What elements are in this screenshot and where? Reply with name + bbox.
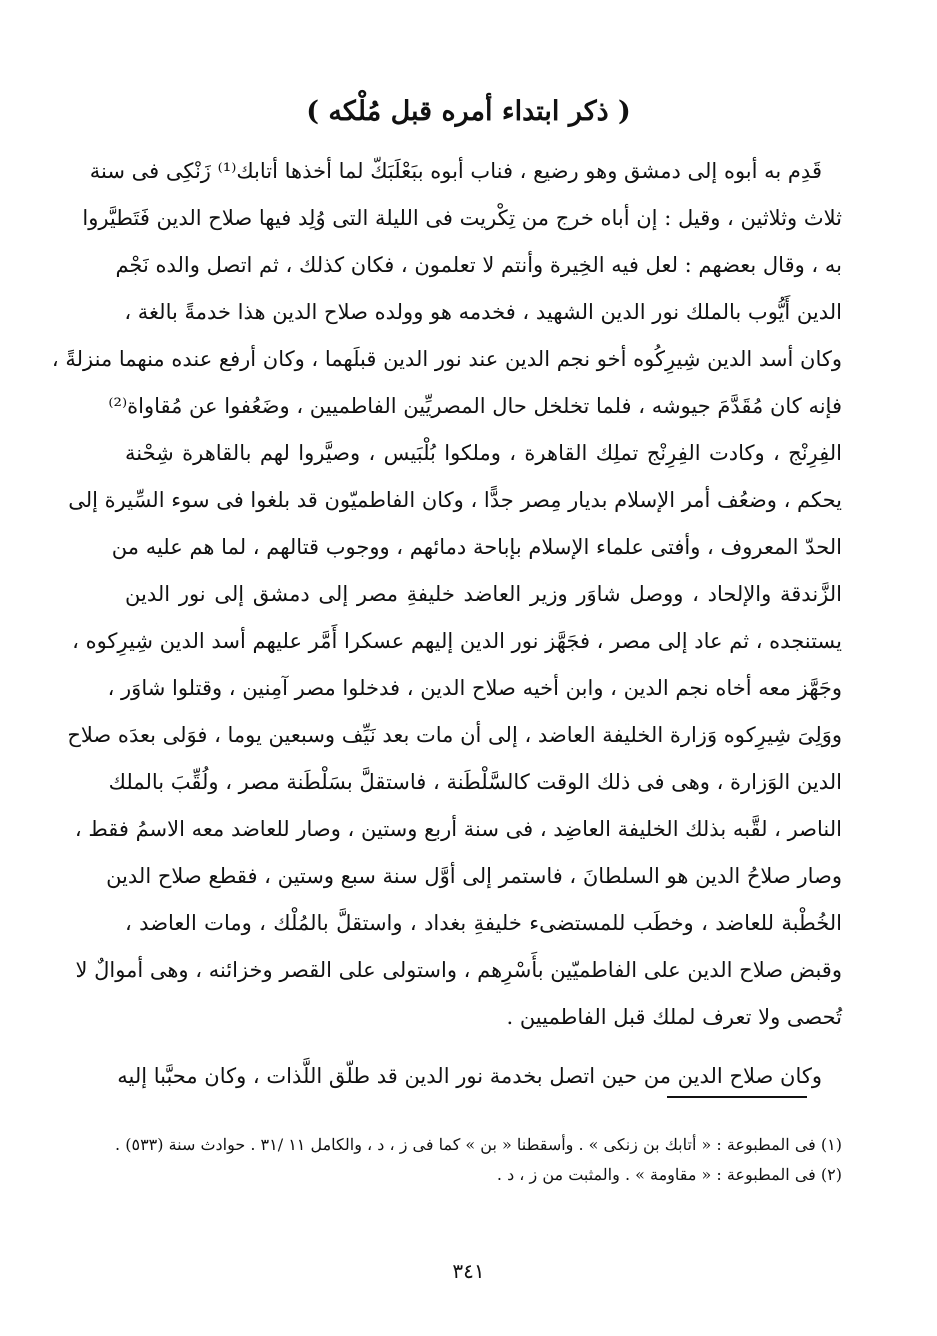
text-line: وكان أسد الدين شِيرِكُوه أخو نجم الدين عند نور الدين قبلَهما ، وكان أرفع عنده منهما منزلةً ، (51, 347, 842, 371)
paragraph-gap (125, 1041, 842, 1053)
paragraph (51, 148, 842, 1041)
text-line: يحكم ، وضعُف أمر الإسلام بديار مِصر جدًّا ، وكان الفاطميّون قد بلغوا فى سوء السِّيرة إلى (68, 488, 842, 512)
text-line: قَدِم به أبوه إلى دمشق وهو رضيع ، فناب أبوه ببَعْلَبَكّ لما أخذها أتابك⁽¹⁾ زَنْكِى فى سنة (89, 159, 822, 183)
footnote-separator (667, 1096, 807, 1098)
text-line: يستنجده ، ثم عاد إلى مصر ، فجَهَّز نور الدين إليهم عسكرا أَمَّر عليهم أسد الدين شِيرِكوه ، (72, 629, 842, 653)
page-number: ٣٤١ (452, 1259, 485, 1283)
text-line: الزَّندقة والإلحاد ، ووصل شاوَر وزير العاضد خليفةِ مصر إلى دمشق إلى نور الدين (125, 582, 842, 606)
text-line: الناصر ، لقَّبه بذلك الخليفة العاضِد ، فى سنة أربع وستين ، وصار للعاضد معه الاسمُ فقط ، (74, 817, 842, 841)
footnote-1: (١) فى المطبوعة : « أتابك بن زنكى » . وأسقطنا « بن » كما فى ز ، د ، والكامل ١١ /٣١ . حوادث سنة (٥٣٣) . (115, 1135, 842, 1154)
text-line: الدين أَيُّوب بالملك نور الدين الشهيد ، فخدمه هو وولده صلاح الدين هذا خدمةً بالغة ، (124, 300, 842, 324)
text-line: ووَلِىَ شِيرِكوه وَزارة الخليفة العاضد ، إلى أن مات بعد نَيِّف وسبعين يوما ، فوَلى بعدَه صلاح (67, 723, 842, 747)
text-line: به ، وقال بعضهم : لعل فيه الخِيرة وأنتم لا تعلمون ، فكان كذلك ، ثم اتصل والده نَجْم (115, 253, 842, 277)
text-line: الخُطْبة للعاضد ، وخطَب للمستضىء خليفةِ بغداد ، واستقلَّ بالمُلْك ، ومات العاضد ، (125, 911, 842, 935)
text-line: تُحصى ولا تعرف لملك قبل الفاطميين . (506, 1005, 842, 1029)
text-line: وقبض صلاح الدين على الفاطميّين بأَسْرِهم ، واستولى على القصر وخزائنه ، وهى أموالٌ لا (75, 958, 842, 982)
text-line: الدين الوَزارة ، وهى فى ذلك الوقت كالسَّلْطَنة ، فاستقلَّ بسَلْطَنة مصر ، ولُقِّبَ بالملك (108, 770, 842, 794)
text-line: الفِرِنْج ، وكادت الفِرِنْج تملِك القاهرة ، وملكوا بُلْبَيس ، وصيَّروا لهم بالقاهرة شِحْنة (125, 441, 842, 465)
footnotes (115, 1130, 842, 1190)
footnote-2: (٢) فى المطبوعة : « مقاومة » . والمثبت من ز ، د . (496, 1165, 842, 1184)
main-text (51, 148, 842, 1100)
text-line: وجَهَّز معه أخاه نجم الدين ، وابن أخيه صلاح الدين ، فدخلوا مصر آمِنين ، وقتلوا شاوَر ، (107, 676, 842, 700)
paragraph (117, 1053, 842, 1100)
text-line: فإنه كان مُقَدَّمَ جيوشه ، فلما تخلخل حال المصريِّين الفاطميين ، وضَعُفوا عن مُقاواة⁽²⁾ (108, 394, 842, 418)
text-line: ثلاث وثلاثين ، وقيل : إن أباه خرج من تِكْريت فى الليلة التى وُلِد فيها صلاح الدين فَتَطيَّروا (82, 206, 842, 230)
text-line: الحدّ المعروف ، وأفتى علماء الإسلام بإباحة دمائهم ، ووجوب قتالهم ، لما هم عليه من (111, 535, 842, 559)
text-line: وصار صلاحُ الدين هو السلطانَ ، فاستمر إلى أوَّل سنة سبع وستين ، فقطع صلاح الدين (106, 864, 842, 888)
section-heading: ( ذكر ابتداء أمره قبل مُلْكه ) (306, 96, 631, 127)
text-line: وكان صلاح الدين من حين اتصل بخدمة نور الدين قد طلّق اللَّذات ، وكان محبَّبا إليه (117, 1064, 822, 1088)
